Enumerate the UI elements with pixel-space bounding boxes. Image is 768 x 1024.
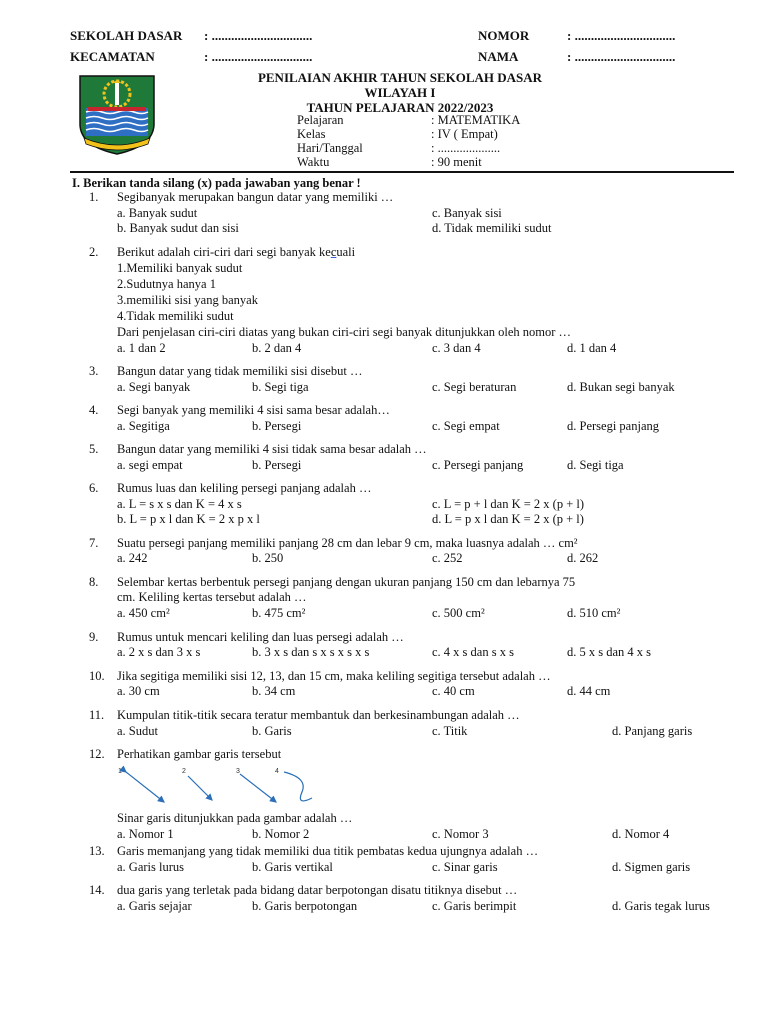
q1-option-c[interactable]: c. Banyak sisi xyxy=(432,206,502,220)
q10-option-a[interactable]: a. 30 cm xyxy=(117,684,160,698)
q9-option-b[interactable]: b. 3 x s dan s x s x s x s xyxy=(252,645,370,659)
q5-text: Bangun datar yang memiliki 4 sisi tidak sama besar adalah … xyxy=(117,442,427,456)
exam-title-line2: WILAYAH I xyxy=(364,85,436,100)
q8-option-c[interactable]: c. 500 cm² xyxy=(432,606,485,620)
kecamatan-label: KECAMATAN xyxy=(70,49,155,64)
q12-text-line2: Sinar garis ditunjukkan pada gambar adalah … xyxy=(117,811,353,825)
q3-option-b[interactable]: b. Segi tiga xyxy=(252,380,309,394)
q12-number: 12. xyxy=(89,747,105,761)
q2-item-1: 1.Memiliki banyak sudut xyxy=(117,261,243,275)
q8-text-line2: cm. Keliling kertas tersebut adalah … xyxy=(117,590,307,604)
q13-option-a[interactable]: a. Garis lurus xyxy=(117,860,184,874)
q2-item-2: 2.Sudutnya hanya 1 xyxy=(117,277,216,291)
fig-label-4: 4 xyxy=(275,768,279,775)
q2-text: Berikut adalah ciri-ciri dari segi banyak kecuali xyxy=(117,245,356,259)
q12-option-d[interactable]: d. Nomor 4 xyxy=(612,827,670,841)
q3-option-d[interactable]: d. Bukan segi banyak xyxy=(567,380,675,394)
q4-text: Segi banyak yang memiliki 4 sisi sama besar adalah… xyxy=(117,403,390,417)
q6-option-b[interactable]: b. L = p x l dan K = 2 x p x l xyxy=(117,512,260,526)
q4-option-c[interactable]: c. Segi empat xyxy=(432,419,500,433)
q2-prompt: Dari penjelasan ciri-ciri diatas yang bukan ciri-ciri segi banyak ditunjukkan oleh nomor … xyxy=(117,325,572,339)
q6-number: 6. xyxy=(89,481,99,495)
q7-option-c[interactable]: c. 252 xyxy=(432,551,463,565)
q5-option-d[interactable]: d. Segi tiga xyxy=(567,458,624,472)
info-pelajaran-value: : MATEMATIKA xyxy=(431,113,521,127)
info-haritanggal-label: Hari/Tanggal xyxy=(297,141,363,155)
q3-option-a[interactable]: a. Segi banyak xyxy=(117,380,191,394)
q4-option-a[interactable]: a. Segitiga xyxy=(117,419,170,433)
q10-option-c[interactable]: c. 40 cm xyxy=(432,684,475,698)
q12-option-b[interactable]: b. Nomor 2 xyxy=(252,827,310,841)
fig-label-1: 1 xyxy=(118,768,122,775)
q13-option-d[interactable]: d. Sigmen garis xyxy=(612,860,691,874)
q7-number: 7. xyxy=(89,536,99,550)
sekolah-field[interactable]: : ............................... xyxy=(204,28,313,43)
info-kelas-label: Kelas xyxy=(297,127,326,141)
q7-option-d[interactable]: d. 262 xyxy=(567,551,599,565)
q9-option-d[interactable]: d. 5 x s dan 4 x s xyxy=(567,645,652,659)
q1-option-d[interactable]: d. Tidak memiliki sudut xyxy=(432,221,552,235)
info-waktu-label: Waktu xyxy=(297,155,330,169)
q12-option-c[interactable]: c. Nomor 3 xyxy=(432,827,489,841)
q8-number: 8. xyxy=(89,575,99,589)
q5-option-a[interactable]: a. segi empat xyxy=(117,458,183,472)
q2-option-b[interactable]: b. 2 dan 4 xyxy=(252,341,302,355)
q1-option-b[interactable]: b. Banyak sudut dan sisi xyxy=(117,221,239,235)
q3-text: Bangun datar yang tidak memiliki sisi disebut … xyxy=(117,364,363,378)
q9-number: 9. xyxy=(89,630,99,644)
fig-line-2 xyxy=(188,776,212,800)
q11-option-d[interactable]: d. Panjang garis xyxy=(612,724,693,738)
q14-text: dua garis yang terletak pada bidang datar berpotongan disatu titiknya disebut … xyxy=(117,883,518,897)
kecamatan-field[interactable]: : ............................... xyxy=(204,49,313,64)
q2-item-4: 4.Tidak memiliki sudut xyxy=(117,309,234,323)
q2-option-c[interactable]: c. 3 dan 4 xyxy=(432,341,481,355)
q13-option-c[interactable]: c. Sinar garis xyxy=(432,860,498,874)
q4-option-b[interactable]: b. Persegi xyxy=(252,419,302,433)
q9-option-a[interactable]: a. 2 x s dan 3 x s xyxy=(117,645,201,659)
info-kelas-value: : IV ( Empat) xyxy=(431,127,498,141)
q1-number: 1. xyxy=(89,190,99,204)
q14-option-d[interactable]: d. Garis tegak lurus xyxy=(612,899,710,913)
info-pelajaran-label: Pelajaran xyxy=(297,113,344,127)
q8-option-d[interactable]: d. 510 cm² xyxy=(567,606,621,620)
q1-text: Segibanyak merupakan bangun datar yang memiliki … xyxy=(117,190,394,204)
q8-option-b[interactable]: b. 475 cm² xyxy=(252,606,306,620)
q5-number: 5. xyxy=(89,442,99,456)
q4-option-d[interactable]: d. Persegi panjang xyxy=(567,419,659,433)
q8-option-a[interactable]: a. 450 cm² xyxy=(117,606,170,620)
nama-label: NAMA xyxy=(478,49,519,64)
q11-text: Kumpulan titik-titik secara teratur membantuk dan berkesinambungan adalah … xyxy=(117,708,520,722)
q13-option-b[interactable]: b. Garis vertikal xyxy=(252,860,333,874)
fig-label-3: 3 xyxy=(236,768,240,775)
q2-option-d[interactable]: d. 1 dan 4 xyxy=(567,341,617,355)
q7-option-a[interactable]: a. 242 xyxy=(117,551,148,565)
q1-option-a[interactable]: a. Banyak sudut xyxy=(117,206,198,220)
q11-option-c[interactable]: c. Titik xyxy=(432,724,468,738)
q12-line-figure xyxy=(112,764,352,812)
q2-number: 2. xyxy=(89,245,99,259)
q12-text: Perhatikan gambar garis tersebut xyxy=(117,747,282,761)
q14-option-a[interactable]: a. Garis sejajar xyxy=(117,899,192,913)
q10-option-d[interactable]: d. 44 cm xyxy=(567,684,611,698)
exam-title-line3: TAHUN PELAJARAN 2022/2023 xyxy=(306,100,494,115)
q7-option-b[interactable]: b. 250 xyxy=(252,551,284,565)
info-waktu-value: : 90 menit xyxy=(431,155,482,169)
q2-item-3: 3.memiliki sisi yang banyak xyxy=(117,293,258,307)
q11-option-a[interactable]: a. Sudut xyxy=(117,724,158,738)
q9-text: Rumus untuk mencari keliling dan luas persegi adalah … xyxy=(117,630,404,644)
q6-text: Rumus luas dan keliling persegi panjang adalah … xyxy=(117,481,372,495)
q13-text: Garis memanjang yang tidak memiliki dua titik pembatas kedua ujungnya adalah … xyxy=(117,844,539,858)
q11-number: 11. xyxy=(89,708,105,722)
fig-line-3 xyxy=(240,774,276,802)
q2-option-a[interactable]: a. 1 dan 2 xyxy=(117,341,166,355)
q13-number: 13. xyxy=(89,844,105,858)
header-divider xyxy=(70,171,734,173)
info-haritanggal-value: : .................... xyxy=(431,141,501,155)
q10-option-b[interactable]: b. 34 cm xyxy=(252,684,296,698)
nomor-label: NOMOR xyxy=(478,28,530,43)
q8-text-line1: Selembar kertas berbentuk persegi panjang dengan ukuran panjang 150 cm dan lebarnya 75 xyxy=(117,575,576,589)
regional-emblem-logo xyxy=(74,72,160,158)
nomor-field[interactable]: : ............................... xyxy=(567,28,676,43)
sekolah-label: SEKOLAH DASAR xyxy=(70,28,183,43)
q5-option-c[interactable]: c. Persegi panjang xyxy=(432,458,524,472)
q14-option-c[interactable]: c. Garis berimpit xyxy=(432,899,517,913)
q4-number: 4. xyxy=(89,403,99,417)
q10-text: Jika segitiga memiliki sisi 12, 13, dan 15 cm, maka keliling segitiga tersebut adalah … xyxy=(117,669,551,683)
fig-label-2: 2 xyxy=(182,768,186,775)
q9-option-c[interactable]: c. 4 x s dan s x s xyxy=(432,645,514,659)
q3-option-c[interactable]: c. Segi beraturan xyxy=(432,380,517,394)
q6-option-d[interactable]: d. L = p x l dan K = 2 x (p + l) xyxy=(432,512,584,526)
exam-title-line1: PENILAIAN AKHIR TAHUN SEKOLAH DASAR xyxy=(257,70,543,85)
q11-option-b[interactable]: b. Garis xyxy=(252,724,292,738)
q12-option-a[interactable]: a. Nomor 1 xyxy=(117,827,174,841)
q14-option-b[interactable]: b. Garis berpotongan xyxy=(252,899,358,913)
q6-option-a[interactable]: a. L = s x s dan K = 4 x s xyxy=(117,497,242,511)
q7-text: Suatu persegi panjang memiliki panjang 28 cm dan lebar 9 cm, maka luasnya adalah … cm² xyxy=(117,536,578,550)
q3-number: 3. xyxy=(89,364,99,378)
section-instruction: I. Berikan tanda silang (x) pada jawaban yang benar ! xyxy=(72,176,361,190)
q10-number: 10. xyxy=(89,669,105,683)
nama-field[interactable]: : ............................... xyxy=(567,49,676,64)
q14-number: 14. xyxy=(89,883,105,897)
fig-line-4 xyxy=(284,772,312,801)
q5-option-b[interactable]: b. Persegi xyxy=(252,458,302,472)
fig-line-1 xyxy=(126,772,164,802)
q6-option-c[interactable]: c. L = p + l dan K = 2 x (p + l) xyxy=(432,497,585,511)
